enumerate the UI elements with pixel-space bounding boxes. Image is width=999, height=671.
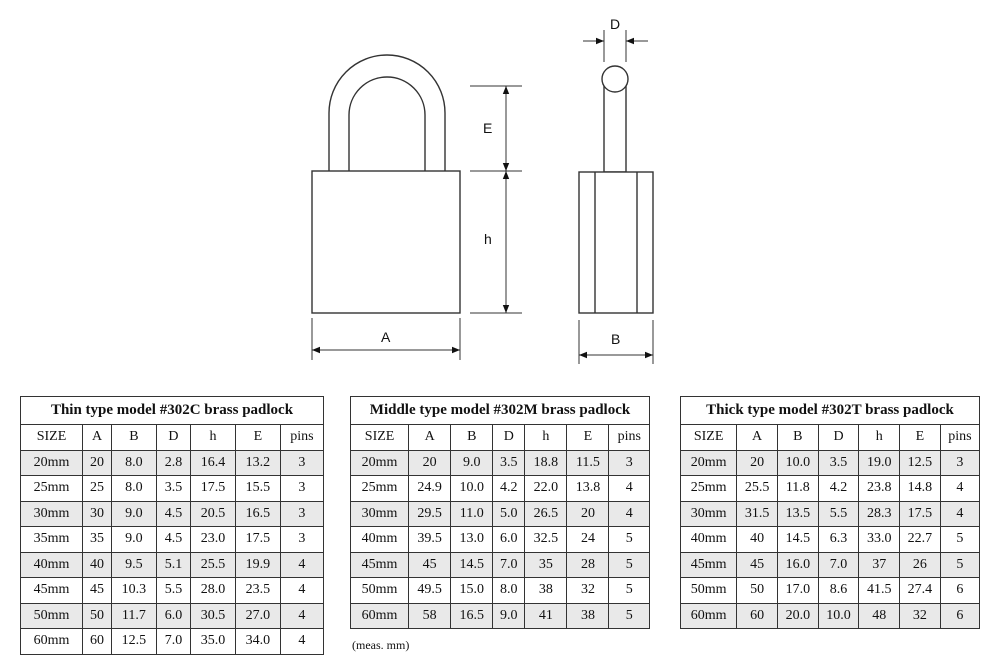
dimension-d-label: D <box>610 16 621 32</box>
table-cell: 13.2 <box>235 450 280 476</box>
table-cell: 3 <box>280 501 323 527</box>
table-cell: 45 <box>83 578 112 604</box>
measurement-note: (meas. mm) <box>352 638 410 652</box>
table-row <box>351 578 650 604</box>
table-cell: 3.5 <box>818 450 859 476</box>
table-cell: 40 <box>83 552 112 578</box>
table-cell: 45mm <box>351 552 409 578</box>
table-cell: 26 <box>900 552 941 578</box>
table-cell: 19.0 <box>859 450 900 476</box>
table-cell: 6.0 <box>156 603 190 629</box>
table-cell: 4 <box>280 578 323 604</box>
table-cell: 4 <box>609 476 650 502</box>
table-row <box>21 629 324 655</box>
table-cell: 17.5 <box>235 527 280 553</box>
table-cell: 30.5 <box>191 603 236 629</box>
table-row <box>351 450 650 476</box>
table-cell: 3 <box>609 450 650 476</box>
table-title: Middle type model #302M brass padlock <box>351 397 650 425</box>
table-cell: 4 <box>280 629 323 655</box>
table-cell: 13.5 <box>777 501 818 527</box>
front-body <box>312 171 460 313</box>
col-header-d: D <box>156 425 190 451</box>
table-cell: 48 <box>859 603 900 629</box>
table-row <box>21 476 324 502</box>
table-cell: 4 <box>280 603 323 629</box>
table-cell: 5 <box>940 527 979 553</box>
table-cell: 20mm <box>351 450 409 476</box>
table-cell: 3 <box>280 450 323 476</box>
col-header-b: B <box>451 425 493 451</box>
table-cell: 38 <box>525 578 567 604</box>
side-shackle-top <box>602 66 628 92</box>
side-shackle <box>604 80 626 172</box>
table-cell: 5 <box>609 552 650 578</box>
table-cell: 28.0 <box>191 578 236 604</box>
table-row <box>21 603 324 629</box>
table-cell: 5.5 <box>156 578 190 604</box>
table-cell: 30 <box>83 501 112 527</box>
table-cell: 3 <box>280 527 323 553</box>
table-cell: 41.5 <box>859 578 900 604</box>
front-view <box>312 55 460 313</box>
table-cell: 20 <box>409 450 451 476</box>
table-cell: 9.0 <box>111 501 156 527</box>
table-title: Thick type model #302T brass padlock <box>681 397 980 425</box>
col-header-h: h <box>191 425 236 451</box>
table-cell: 40mm <box>351 527 409 553</box>
table-cell: 39.5 <box>409 527 451 553</box>
dimension-b-label: B <box>611 331 621 347</box>
table-cell: 9.0 <box>111 527 156 553</box>
table-cell: 14.5 <box>777 527 818 553</box>
table-body <box>21 450 324 654</box>
table-cell: 37 <box>859 552 900 578</box>
table-cell: 14.5 <box>451 552 493 578</box>
table-cell: 32.5 <box>525 527 567 553</box>
table-cell: 28 <box>567 552 609 578</box>
table-cell: 5.5 <box>818 501 859 527</box>
dimension-h <box>470 171 522 313</box>
table-cell: 9.5 <box>111 552 156 578</box>
table-cell: 25.5 <box>737 476 778 502</box>
side-view <box>579 66 653 313</box>
table-cell: 30mm <box>21 501 83 527</box>
table-cell: 5 <box>609 527 650 553</box>
table-row <box>351 476 650 502</box>
table-cell: 20mm <box>21 450 83 476</box>
table-cell: 4.2 <box>818 476 859 502</box>
table-cell: 8.0 <box>111 476 156 502</box>
table-row <box>21 578 324 604</box>
table-cell: 8.0 <box>493 578 525 604</box>
table-cell: 3 <box>280 476 323 502</box>
table-cell: 13.8 <box>567 476 609 502</box>
table-cell: 30mm <box>351 501 409 527</box>
table-cell: 10.0 <box>777 450 818 476</box>
table-cell: 25.5 <box>191 552 236 578</box>
table-middle-302m <box>350 396 650 629</box>
table-cell: 4.5 <box>156 527 190 553</box>
table-cell: 25 <box>83 476 112 502</box>
table-row <box>681 552 980 578</box>
col-header-b: B <box>777 425 818 451</box>
table-cell: 20.5 <box>191 501 236 527</box>
table-cell: 14.8 <box>900 476 941 502</box>
front-shackle-inner <box>349 77 425 171</box>
table-cell: 16.5 <box>235 501 280 527</box>
table-cell: 27.4 <box>900 578 941 604</box>
col-header-size: SIZE <box>21 425 83 451</box>
table-cell: 11.5 <box>567 450 609 476</box>
table-cell: 58 <box>409 603 451 629</box>
table-cell: 12.5 <box>900 450 941 476</box>
table-cell: 9.0 <box>451 450 493 476</box>
table-cell: 19.9 <box>235 552 280 578</box>
table-cell: 50mm <box>681 578 737 604</box>
table-cell: 50 <box>737 578 778 604</box>
table-cell: 8.6 <box>818 578 859 604</box>
table-cell: 17.5 <box>191 476 236 502</box>
table-cell: 22.7 <box>900 527 941 553</box>
table-cell: 31.5 <box>737 501 778 527</box>
table-row <box>681 603 980 629</box>
table-cell: 23.8 <box>859 476 900 502</box>
table-cell: 5 <box>609 603 650 629</box>
table-cell: 8.0 <box>111 450 156 476</box>
table-cell: 40mm <box>681 527 737 553</box>
col-header-h: h <box>525 425 567 451</box>
table-cell: 38 <box>567 603 609 629</box>
table-row <box>681 527 980 553</box>
table-cell: 10.3 <box>111 578 156 604</box>
table-cell: 22.0 <box>525 476 567 502</box>
table-row <box>21 552 324 578</box>
table-cell: 26.5 <box>525 501 567 527</box>
table-cell: 32 <box>900 603 941 629</box>
table-row <box>681 501 980 527</box>
table-cell: 7.0 <box>818 552 859 578</box>
table-row <box>681 450 980 476</box>
table-cell: 11.8 <box>777 476 818 502</box>
table-row <box>351 527 650 553</box>
table-cell: 20 <box>567 501 609 527</box>
table-cell: 41 <box>525 603 567 629</box>
table-cell: 45mm <box>681 552 737 578</box>
table-cell: 27.0 <box>235 603 280 629</box>
col-header-e: E <box>567 425 609 451</box>
table-cell: 50mm <box>21 603 83 629</box>
table-cell: 3.5 <box>493 450 525 476</box>
table-cell: 35 <box>83 527 112 553</box>
table-row <box>351 501 650 527</box>
table-cell: 45mm <box>21 578 83 604</box>
col-header-b: B <box>111 425 156 451</box>
table-cell: 50 <box>83 603 112 629</box>
col-header-h: h <box>859 425 900 451</box>
table-cell: 35 <box>525 552 567 578</box>
table-row <box>681 578 980 604</box>
table-cell: 10.0 <box>818 603 859 629</box>
table-row <box>351 552 650 578</box>
col-header-e: E <box>235 425 280 451</box>
table-row <box>21 527 324 553</box>
table-cell: 4.5 <box>156 501 190 527</box>
table-cell: 60 <box>83 629 112 655</box>
table-cell: 4 <box>609 501 650 527</box>
col-header-pins: pins <box>280 425 323 451</box>
table-cell: 28.3 <box>859 501 900 527</box>
col-header-d: D <box>818 425 859 451</box>
table-cell: 40mm <box>21 552 83 578</box>
dimension-d <box>583 30 648 62</box>
dimension-a-label: A <box>381 329 391 345</box>
table-cell: 4 <box>280 552 323 578</box>
table-cell: 60mm <box>351 603 409 629</box>
table-cell: 15.5 <box>235 476 280 502</box>
table-cell: 24.9 <box>409 476 451 502</box>
table-cell: 60mm <box>21 629 83 655</box>
table-cell: 20 <box>83 450 112 476</box>
col-header-pins: pins <box>940 425 979 451</box>
table-cell: 20 <box>737 450 778 476</box>
table-cell: 15.0 <box>451 578 493 604</box>
table-cell: 33.0 <box>859 527 900 553</box>
table-cell: 20mm <box>681 450 737 476</box>
dimension-h-label: h <box>484 231 492 247</box>
table-cell: 6 <box>940 603 979 629</box>
table-cell: 24 <box>567 527 609 553</box>
table-cell: 17.0 <box>777 578 818 604</box>
col-header-d: D <box>493 425 525 451</box>
col-header-a: A <box>409 425 451 451</box>
table-cell: 45 <box>737 552 778 578</box>
table-cell: 2.8 <box>156 450 190 476</box>
table-row <box>681 476 980 502</box>
table-cell: 7.0 <box>493 552 525 578</box>
table-cell: 12.5 <box>111 629 156 655</box>
table-cell: 32 <box>567 578 609 604</box>
table-cell: 4 <box>940 476 979 502</box>
table-cell: 11.0 <box>451 501 493 527</box>
table-row <box>21 501 324 527</box>
table-cell: 30mm <box>681 501 737 527</box>
table-cell: 45 <box>409 552 451 578</box>
table-cell: 5.0 <box>493 501 525 527</box>
table-cell: 6 <box>940 578 979 604</box>
col-header-a: A <box>83 425 112 451</box>
table-cell: 29.5 <box>409 501 451 527</box>
table-cell: 23.5 <box>235 578 280 604</box>
table-cell: 23.0 <box>191 527 236 553</box>
dimension-e <box>470 86 522 171</box>
table-cell: 20.0 <box>777 603 818 629</box>
table-body <box>681 450 980 629</box>
table-cell: 34.0 <box>235 629 280 655</box>
col-header-pins: pins <box>609 425 650 451</box>
table-cell: 4 <box>940 501 979 527</box>
table-cell: 6.0 <box>493 527 525 553</box>
table-cell: 16.5 <box>451 603 493 629</box>
table-cell: 5 <box>609 578 650 604</box>
table-cell: 18.8 <box>525 450 567 476</box>
table-cell: 25mm <box>351 476 409 502</box>
col-header-a: A <box>737 425 778 451</box>
col-header-size: SIZE <box>351 425 409 451</box>
front-shackle-outer <box>329 55 445 171</box>
col-header-size: SIZE <box>681 425 737 451</box>
table-cell: 9.0 <box>493 603 525 629</box>
table-cell: 16.0 <box>777 552 818 578</box>
table-cell: 7.0 <box>156 629 190 655</box>
side-body <box>579 172 653 313</box>
table-cell: 25mm <box>21 476 83 502</box>
table-row <box>351 603 650 629</box>
table-cell: 11.7 <box>111 603 156 629</box>
table-cell: 49.5 <box>409 578 451 604</box>
table-cell: 4.2 <box>493 476 525 502</box>
table-cell: 60mm <box>681 603 737 629</box>
table-cell: 6.3 <box>818 527 859 553</box>
table-cell: 17.5 <box>900 501 941 527</box>
table-cell: 60 <box>737 603 778 629</box>
table-cell: 13.0 <box>451 527 493 553</box>
table-thin-302c <box>20 396 324 655</box>
table-thick-302t <box>680 396 980 629</box>
table-cell: 5 <box>940 552 979 578</box>
table-cell: 50mm <box>351 578 409 604</box>
table-cell: 40 <box>737 527 778 553</box>
table-row <box>21 450 324 476</box>
table-title: Thin type model #302C brass padlock <box>21 397 324 425</box>
table-cell: 3.5 <box>156 476 190 502</box>
table-body <box>351 450 650 629</box>
table-cell: 25mm <box>681 476 737 502</box>
table-cell: 35mm <box>21 527 83 553</box>
table-cell: 35.0 <box>191 629 236 655</box>
table-cell: 3 <box>940 450 979 476</box>
col-header-e: E <box>900 425 941 451</box>
table-cell: 10.0 <box>451 476 493 502</box>
dimension-e-label: E <box>483 120 493 136</box>
table-cell: 5.1 <box>156 552 190 578</box>
table-cell: 16.4 <box>191 450 236 476</box>
